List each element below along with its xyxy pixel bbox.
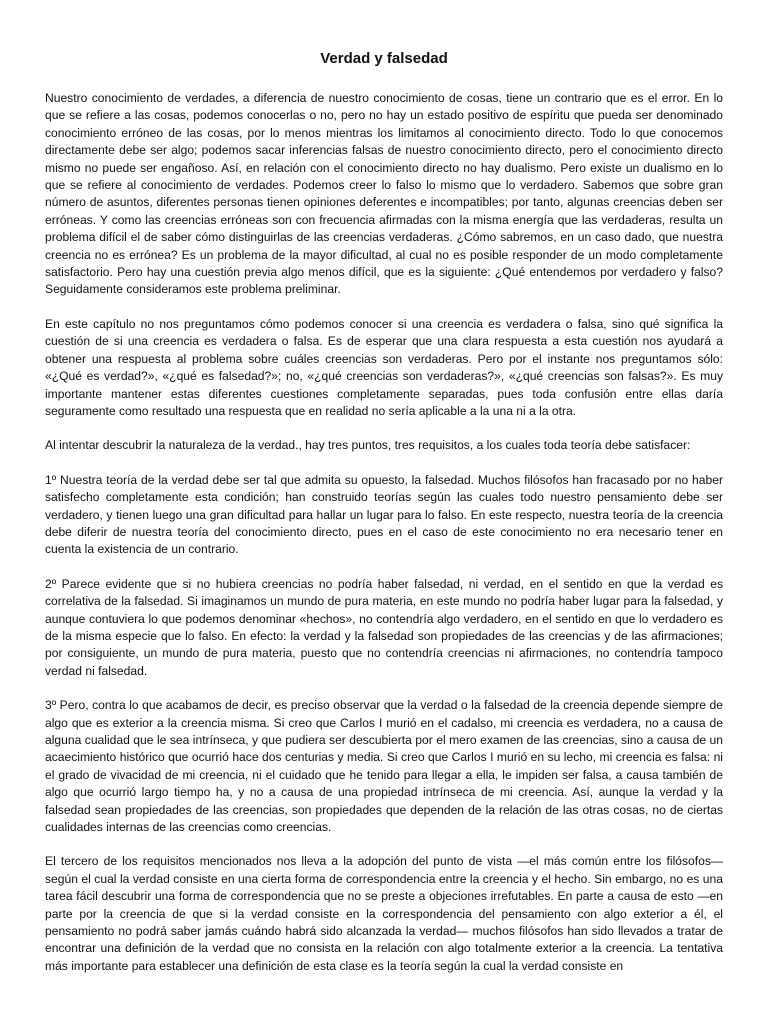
paragraph-requirements-intro: Al intentar descubrir la naturaleza de la verdad., hay tres puntos, tres requisitos, a los cuales toda teoría debe satisfacer: bbox=[45, 438, 691, 453]
document-title: Verdad y falsedad bbox=[320, 50, 448, 67]
paragraph-requirement-1: 1º Nuestra teoría de la verdad debe ser tal que admita su opuesto, la falsedad. Muchos filósofos han fracasado por no haber satisfecho completamente esta condición; han construido teorías según las cuales todo nuestro pensamiento debe ser verdadero, y tienen luego una gran dificultad para hallar un lugar para lo falso. En este respecto, nuestra teoría de la creencia debe diferir de nuestra teoría del conocimiento directo, pues en el caso de este conocimiento no era necesario tener en cuenta la existencia de un contrario. bbox=[45, 472, 723, 557]
paragraph-requirement-2: 2º Parece evidente que si no hubiera creencias no podría haber falsedad, ni verdad, en el sentido en que la verdad es correlativa de la falsedad. Si imaginamos un mundo de pura materia, en este mundo no podría haber lugar para la falsedad, y aunque contuviera lo que podemos denominar «hechos», no contendría algo verdadero, en el sentido en que lo verdadero es de la misma especie que lo falso. En efecto: la verdad y la falsedad son propiedades de las creencias y de las afirmaciones; por consiguiente, un mundo de pura materia, puesto que no contendría creencias ni afirmaciones, no contendría tampoco verdad ni falsedad. bbox=[45, 576, 723, 678]
paragraph-correspondence: El tercero de los requisitos mencionados nos lleva a la adopción del punto de vista —el más común entre los filósofos— según el cual la verdad consiste en una cierta forma de correspondencia entre la creencia y el hecho. Sin embargo, no es una tarea fácil descubrir una forma de correspondencia que no se preste a objeciones irrefutables. En parte a causa de esto —en parte por la creencia de que si la verdad consiste en la correspondencia del pensamiento con algo exterior a él, el pensamiento no podrá saber jamás cuándo habrá sido alcanzada la verdad— muchos filósofos han sido llevados a tratar de encontrar una definición de la verdad que no consista en la relación con algo totalmente exterior a la creencia. La tentativa más importante para establecer una definición de esta clase es la teoría según la cual la verdad consiste en bbox=[45, 854, 723, 973]
paragraph-intro: Nuestro conocimiento de verdades, a diferencia de nuestro conocimiento de cosas, tiene un contrario que es el error. En lo que se refiere a las cosas, podemos conocerlas o no, pero no hay un estado positivo de espíritu que pueda ser denominado conocimiento erróneo de las cosas, por lo menos mientras los limitamos al conocimiento directo. Todo lo que conocemos directamente debe ser algo; podemos sacar inferencias falsas de nuestro conocimiento directo, pero el conocimiento directo mismo no puede ser engañoso. Así, en relación con el conocimiento directo no hay dualismo. Pero existe un dualismo en lo que se refiere al conocimiento de verdades. Podemos creer lo falso lo mismo que lo verdadero. Sabemos que sobre gran número de asuntos, diferentes personas tienen opiniones deferentes e incompatibles; por tanto, algunas creencias deben ser erróneas. Y como las creencias erróneas son con frecuencia afirmadas con la misma energía que las verdaderas, resulta un problema difícil el de saber cómo distinguirlas de las creencias verdaderas. ¿Cómo sabremos, en un caso dado, que nuestra creencia no es errónea? Es un problema de la mayor dificultad, al cual no es posible responder de un modo completamente satisfactorio. Pero hay una cuestión previa algo menos difícil, que es la siguiente: ¿Qué entendemos por verdadero y falso? Seguidamente consideramos este problema preliminar. bbox=[45, 91, 723, 297]
paragraph-question: En este capítulo no nos preguntamos cómo podemos conocer si una creencia es verdadera o falsa, sino qué significa la cuestión de si una creencia es verdadera o falsa. Es de esperar que una clara respuesta a esta cuestión nos ayudará a obtener una respuesta al problema sobre cuáles creencias son verdaderas. Pero por el instante nos preguntamos sólo: «¿Qué es verdad?», «¿qué es falsedad?»; no, «¿qué creencias son verdaderas?», «¿qué creencias son falsas?». Es muy importante mantener estas diferentes cuestiones completamente separadas, pues toda confusión entre ellas daría seguramente como resultado una respuesta que en realidad no sería aplicable a la una ni a la otra. bbox=[45, 316, 723, 418]
paragraph-requirement-3: 3º Pero, contra lo que acabamos de decir, es preciso observar que la verdad o la falsedad de la creencia depende siempre de algo que es exterior a la creencia misma. Si creo que Carlos I murió en el cadalso, mi creencia es verdadera, no a causa de alguna cualidad que le sea intrínseca, y que pudiera ser descubierta por el mero examen de las creencias, sino a causa de un acaecimiento histórico que ocurrió hace dos centurias y media. Si creo que Carlos I murió en su lecho, mi creencia es falsa: ni el grado de vivacidad de mi creencia, ni el cuidado que he tenido para llegar a ella, le impiden ser falsa, a causa también de algo que ocurrió largo tiempo ha, y no a causa de una propiedad intrínseca de mi creencia. Así, aunque la verdad y la falsedad sean propiedades de las creencias, son propiedades que dependen de la relación de las otras cosas, no de ciertas cualidades internas de las creencias como creencias. bbox=[45, 698, 723, 835]
